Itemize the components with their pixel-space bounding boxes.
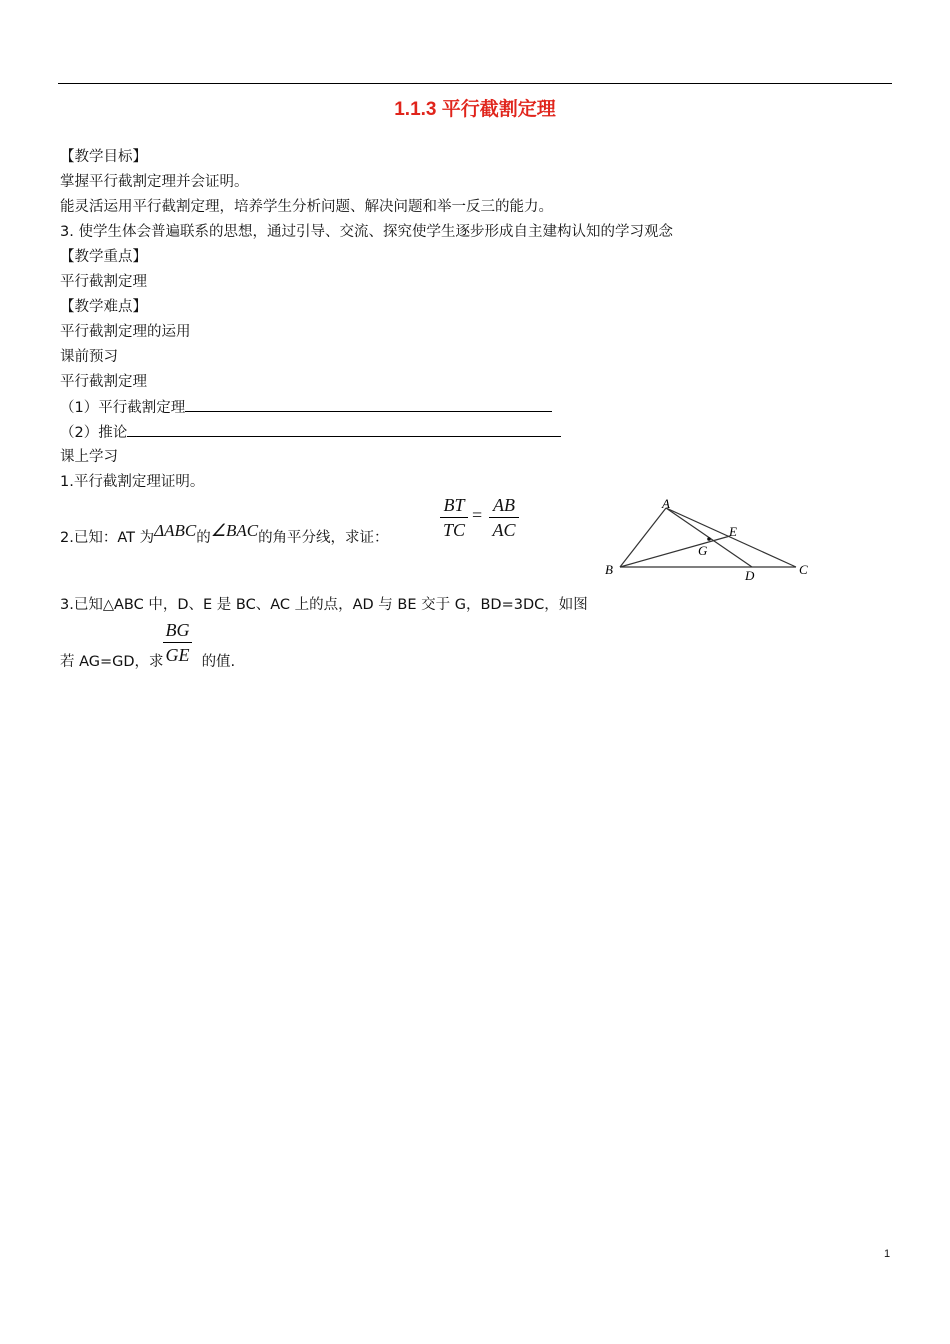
preview-item-1 — [60, 397, 552, 418]
preview-item-2 — [60, 422, 561, 443]
task-3-suffix: 的值. — [201, 654, 236, 670]
objective-2: 能灵活运用平行截割定理，培养学生分析问题、解决问题和举一反三的能力。 — [60, 199, 553, 215]
angle-bac: ∠BAC — [210, 521, 259, 540]
fraction-ab: AB — [493, 495, 515, 515]
label-d: D — [745, 568, 755, 583]
preview-item-2-label: （2）推论 — [60, 425, 128, 441]
segment-be — [620, 536, 730, 567]
task-2-prefix: 2.已知：AT 为 — [60, 530, 155, 546]
point-g-dot — [707, 537, 711, 541]
task-2-of: 的 — [196, 530, 211, 546]
fraction-bar — [163, 642, 192, 643]
fraction-ab-ac — [489, 494, 519, 541]
preview-item-1-label: （1）平行截割定理 — [60, 400, 186, 416]
answer-blank-1 — [185, 397, 552, 412]
objective-3: 3. 使学生体会普遍联系的思想，通过引导、交流、探究使学生逐步形成自主建构认知的学习观念 — [60, 224, 673, 240]
fraction-ac: AC — [492, 520, 516, 540]
task-2-suffix: 的角平分线，求证： — [258, 530, 389, 546]
fraction-tc: TC — [442, 520, 466, 540]
fraction-ge: GE — [165, 645, 190, 665]
task-3-line-1: 3.已知△ABC 中，D、E 是 BC、AC 上的点，AD 与 BE 交于 G，BD=3DC，如图 — [60, 597, 588, 613]
label-g: G — [698, 543, 708, 558]
preview-heading: 课前预习 — [60, 349, 118, 365]
objectives-heading: 【教学目标】 — [60, 149, 147, 165]
inclass-heading: 课上学习 — [60, 449, 118, 465]
label-c: C — [799, 562, 808, 577]
task-3-line-2 — [60, 652, 235, 672]
task-3-prefix: 若 AG=GD，求 — [60, 654, 164, 670]
difficulty-heading: 【教学难点】 — [60, 299, 147, 315]
equals-sign: = — [472, 505, 483, 525]
triangle-abc: ΔABC — [154, 521, 197, 540]
objective-1: 掌握平行截割定理并会证明。 — [60, 174, 249, 190]
key-point: 平行截割定理 — [60, 274, 147, 290]
task-1: 1.平行截割定理证明。 — [60, 474, 205, 490]
difficulty-point: 平行截割定理的运用 — [60, 324, 191, 340]
page-title: 1.1.3 平行截割定理 — [394, 99, 556, 120]
fraction-bg: BG — [165, 620, 190, 640]
side-ab — [620, 508, 666, 567]
triangle-figure — [598, 496, 824, 586]
key-heading: 【教学重点】 — [60, 249, 147, 265]
header-rule — [58, 83, 892, 84]
preview-topic: 平行截割定理 — [60, 374, 147, 390]
task-2 — [60, 521, 389, 548]
label-e: E — [729, 524, 737, 539]
page-number: 1 — [884, 1248, 891, 1260]
fraction-bt-tc — [440, 494, 468, 541]
label-b: B — [605, 562, 613, 577]
label-a: A — [662, 496, 670, 511]
fraction-bt: BT — [443, 495, 465, 515]
fraction-bar — [440, 517, 468, 518]
answer-blank-2 — [127, 422, 561, 437]
fraction-bar — [489, 517, 519, 518]
